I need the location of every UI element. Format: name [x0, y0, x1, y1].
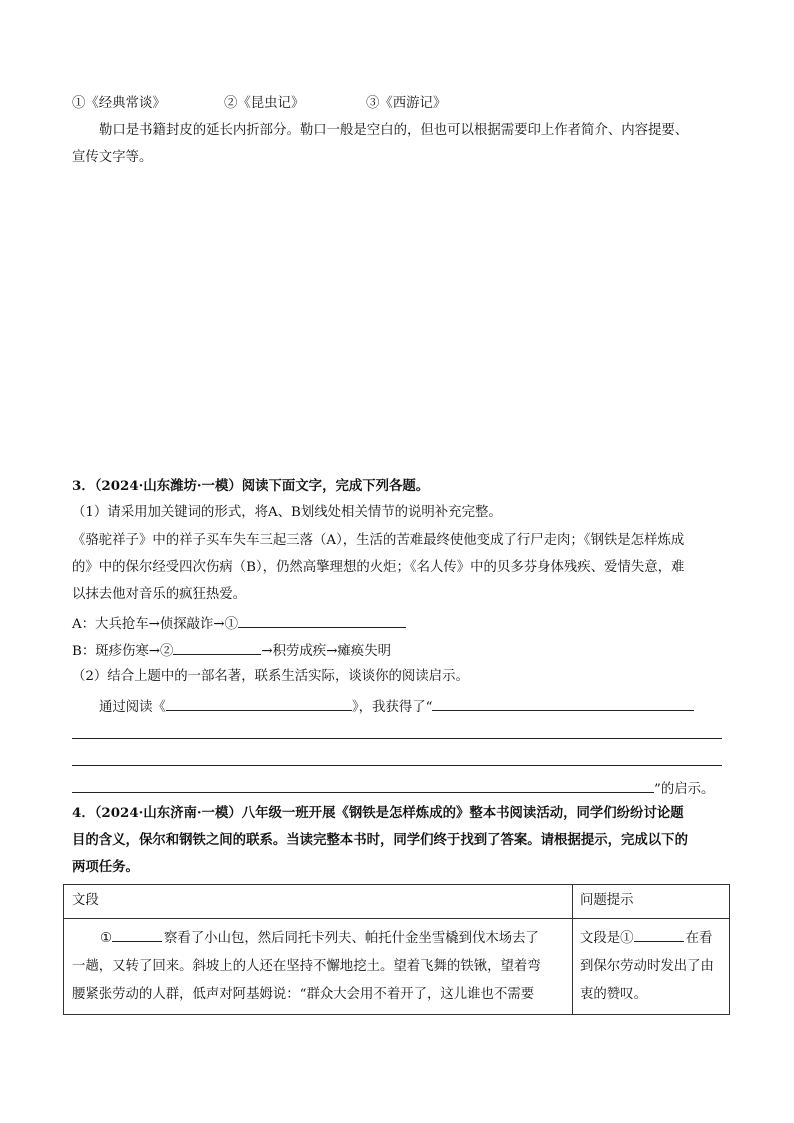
- hint-line-2: 到保尔劳动时发出了由: [580, 959, 714, 974]
- q3-book-blank[interactable]: [166, 696, 352, 711]
- hint-blank[interactable]: [634, 927, 684, 942]
- option-2: ②《昆虫记》: [224, 96, 305, 111]
- q3-answer-b: [72, 640, 391, 661]
- q3-answer-a: [72, 613, 406, 634]
- q3-answer-b-prefix: B：斑疹伤寒→②: [72, 644, 174, 659]
- q3-insight-blank-end[interactable]: [72, 778, 654, 793]
- option-1: ①《经典常谈》: [72, 96, 166, 111]
- intro-line-2: 宣传文字等。: [72, 150, 153, 165]
- table-header-passage: 文段: [72, 893, 99, 908]
- passage-line-2: 一趟，又转了回来。斜坡上的人还在坚持不懈地挖土。望着飞舞的铁锹，望着弯: [72, 959, 541, 974]
- q3-answer-b-blank[interactable]: [173, 640, 261, 655]
- q3-answer-rule-1[interactable]: [72, 738, 722, 739]
- q4-line-2: 目的含义，保尔和钢铁之间的联系。当读完整本书时，同学们终于找到了答案。请根据提示，完成以下的: [72, 832, 688, 848]
- passage-name-blank[interactable]: [112, 927, 162, 942]
- q3-reading-line: [99, 696, 694, 717]
- q3-read-middle: 》，我获得了“: [351, 700, 433, 715]
- q3-header: 3．（2024·山东潍坊·一模）阅读下面文字，完成下列各题。: [72, 478, 430, 494]
- q4-line-1: 4．（2024·山东济南·一模）八年级一班开展《钢铁是怎样炼成的》整本书阅读活动，同学们纷纷讨论题: [72, 805, 684, 821]
- table-header-divider: [64, 918, 729, 919]
- hint-line-3: 衷的赞叹。: [580, 987, 647, 1002]
- q3-sub1: （1）请采用加关键词的形式，将A、B划线处相关情节的说明补充完整。: [72, 505, 502, 520]
- passage-line-3: 腰紧张劳动的人群，低声对阿基姆说：“群众大会用不着开了，这儿谁也不需要: [72, 987, 535, 1002]
- hint-suffix: 在看: [685, 931, 713, 946]
- q3-insight-blank-start[interactable]: [432, 696, 694, 711]
- hint-line-1: [580, 925, 712, 953]
- q3-sub2: （2）结合上题中的一部名著，联系生活实际，谈谈你的阅读启示。: [72, 669, 469, 684]
- q3-answer-a-prefix: A：大兵抢车→侦探敲诈→①: [72, 617, 239, 632]
- passage-line-1: [100, 925, 539, 953]
- hint-prefix: 文段是①: [580, 931, 634, 946]
- passage-line-1-text: 察看了小山包，然后同托卡列夫、帕托什金坐雪橇到伐木场去了: [164, 931, 539, 946]
- q3-answer-rule-2[interactable]: [72, 765, 722, 766]
- q3-passage-line-3: 以抹去他对音乐的疯狂热爱。: [72, 587, 247, 602]
- q3-answer-b-suffix: →积劳成疾→瘫痪失明: [261, 644, 391, 659]
- q3-reading-end-line: [72, 778, 714, 799]
- q3-answer-a-blank[interactable]: [238, 613, 406, 628]
- q4-line-3: 两项任务。: [72, 859, 139, 875]
- passage-marker: ①: [100, 931, 113, 946]
- q3-passage-line-1: 《骆驼祥子》中的祥子买车失车三起三落（A），生活的苦难最终使他变成了行尸走肉；《钢铁是怎样炼成: [72, 533, 685, 548]
- q4-table: [63, 884, 730, 1015]
- intro-line-1: 勒口是书籍封皮的延长内折部分。勒口一般是空白的，但也可以根据需要印上作者简介、内容提要、: [99, 123, 689, 138]
- q3-read-prefix: 通过阅读《: [99, 700, 166, 715]
- table-header-hint: 问题提示: [580, 893, 634, 908]
- q3-read-end: ”的启示。: [654, 782, 715, 797]
- table-column-divider: [572, 885, 573, 1014]
- q3-passage-line-2: 的》中的保尔经受四次伤病（B），仍然高擎理想的火炬；《名人传》中的贝多芬身体残疾、爱情失意，难: [72, 560, 685, 575]
- option-3: ③《西游记》: [366, 96, 447, 111]
